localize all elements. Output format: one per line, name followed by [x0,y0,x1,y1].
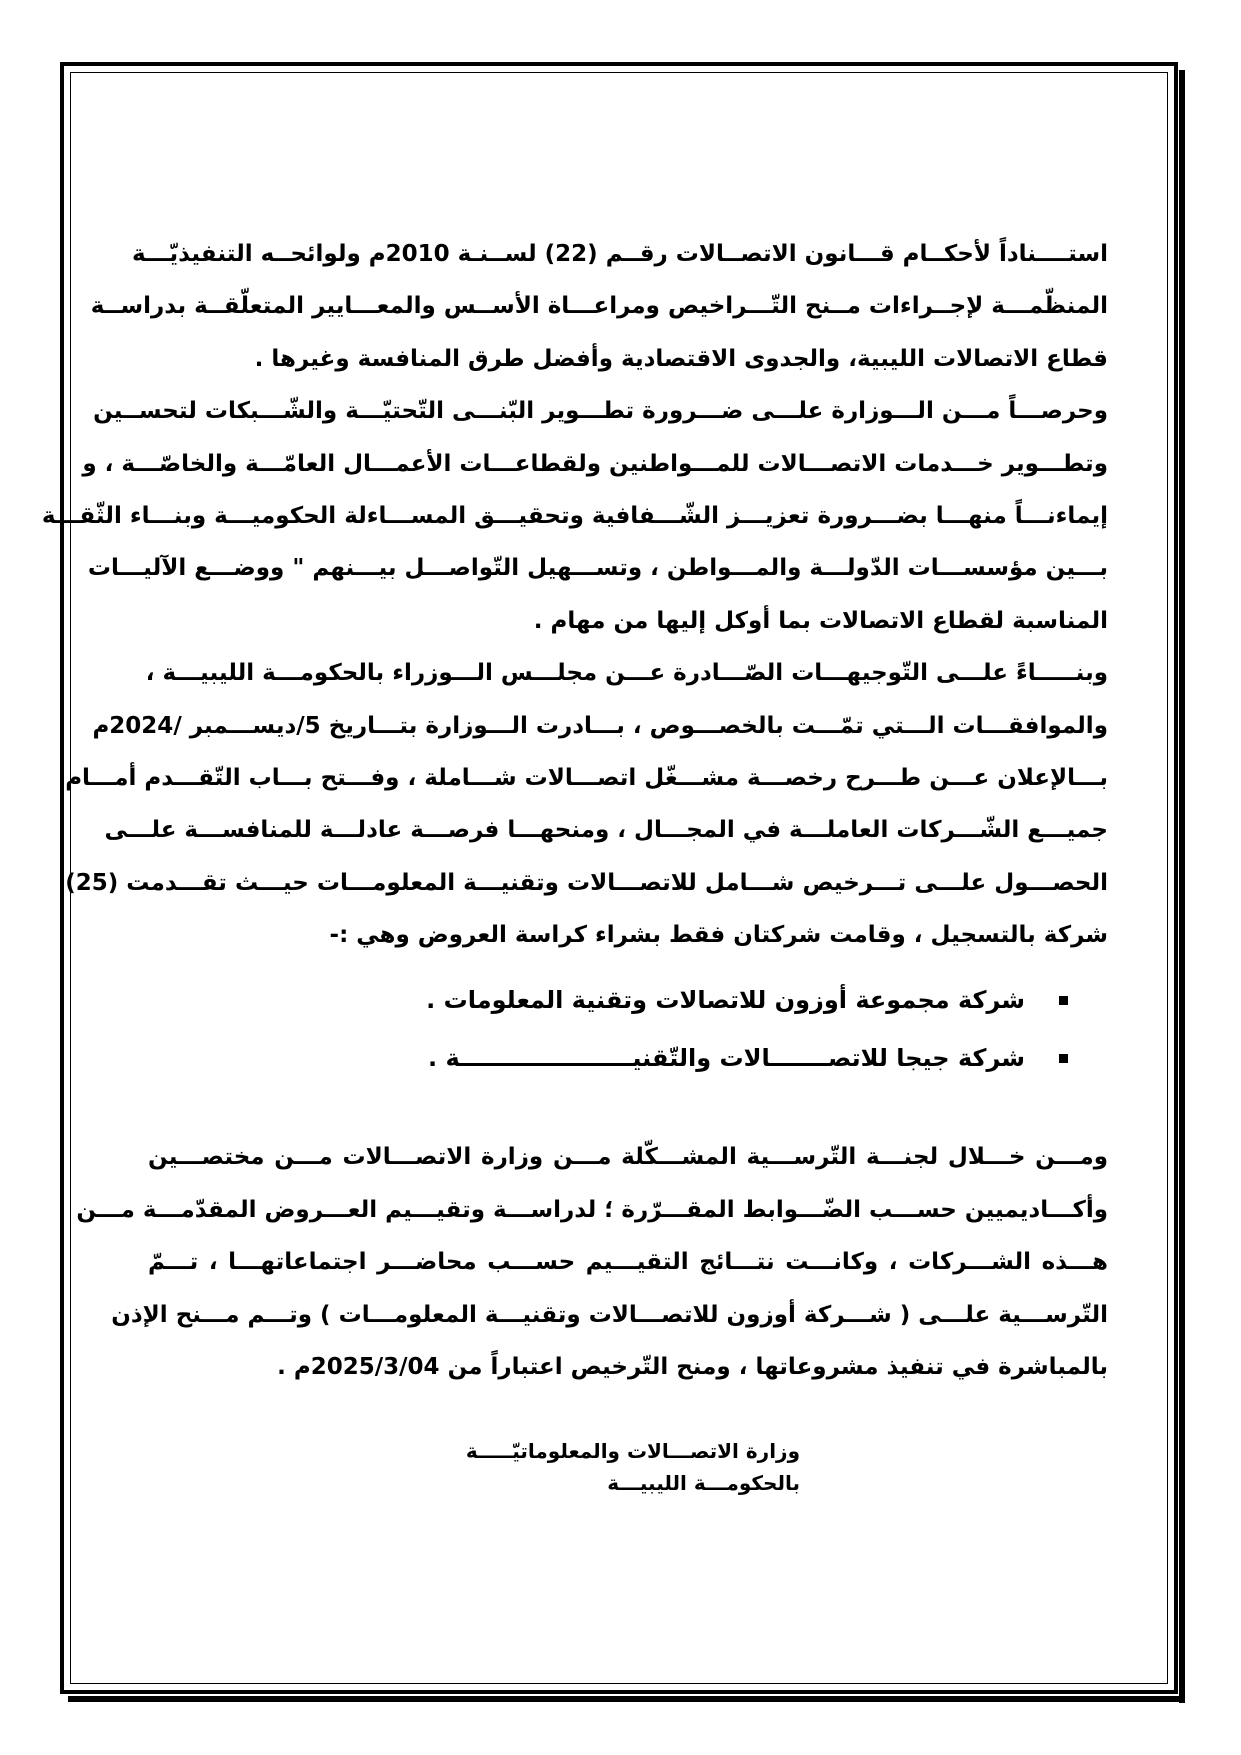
text-line: استــــناداً لأحكــام قـــانون الاتصــالات رقــم (22) لســنـة 2010م ولوائحــه التنفيذيّـــة [131,241,1108,267]
text-line: بالمباشرة في تنفيذ مشروعاتها ، ومنح التّرخيص اعتباراً من 2025/3/04م . [277,1354,1108,1381]
text-line: الحصـــول علـــى تـــرخيص شـــامل للاتصـــالات وتقنيـــة المعلومـــات حيـــث تقـــدمت (25) [65,869,1108,896]
paragraph-award-decision [76,1131,1108,1393]
bidder-name: شركة جيجا للاتصـــــــالات والتّقنيـــــــــــــــــــــة . [428,1044,1025,1073]
text-line: المنظّمـــة لإجــراءات مــنح التّـــراخيص ومراعـــاة الأســس والمعـــايير المتعلّقــة بدراســة [90,293,1108,320]
text-line: والموافقـــات الـــتي تمّـــت بالخصـــوص ، بـــادرت الـــوزارة بتـــاريخ 5/ديســـمبر /2024م [92,712,1108,739]
text-line: التّرســـية علـــى ( شـــركة أوزون للاتصـــالات وتقنيـــة المعلومـــات ) وتـــم مـــنح الإذن [111,1301,1108,1328]
text-line: إيماءنـــاً منهـــا بضـــرورة تعزيـــز الشّـــفافية وتحقيـــق المســـاءلة الحكوميـــة وبنـــاء الثّقـــة [41,502,1108,529]
square-bullet-icon [1059,1054,1068,1063]
page-border-shadow-right [1179,70,1185,1703]
text-line: المناسبة لقطاع الاتصالات بما أوكل إليها من مهام . [533,607,1108,634]
paragraph-legal-basis [90,228,1108,385]
text-line: وبنـــــاءً علـــى التّوجيهـــات الصّـــادرة عـــن مجلـــس الـــوزراء بالحكومـــة الليبيـــة ، [145,660,1108,687]
text-line: وأكـــاديميين حســـب الضّـــوابط المقـــرّرة ؛ لدراســـة وتقيـــيم العـــروض المقدّمـــة مـــن [76,1196,1108,1223]
text-line: بـــين مؤسســـات الدّولـــة والمـــواطن ، وتســـهيل التّواصـــل بيـــنهم " ووضـــع الآليـــات [87,555,1108,582]
text-line: ومـــن خـــلال لجنـــة التّرســـية المشـــكّلة مـــن وزارة الاتصـــالات مـــن مختصـــين [148,1144,1108,1171]
text-line: بـــالإعلان عـــن طـــرح رخصـــة مشـــغّل اتصـــالات شـــاملة ، وفـــتح بـــاب التّقـــدم أمـــام [65,764,1108,791]
text-line: شركة بالتسجيل ، وقامت شركتان فقط بشراء كراسة العروض وهي :- [329,922,1108,949]
page-border-shadow-bottom [68,1696,1185,1702]
signature-government: بالحكومـــة الليبيـــة [607,1471,800,1495]
signature-ministry: وزارة الاتصـــالات والمعلوماتيّـــــة [465,1439,800,1463]
document-body [41,228,1108,1393]
text-line: وتطـــوير خـــدمات الاتصـــالات للمـــواطنين ولقطاعـــات الأعمـــال العامّـــة والخاصّـــة ، و [82,450,1108,477]
text-line: وحرصـــاً مـــن الـــوزارة علـــى ضـــرورة تطـــوير البّنـــى التّحتيّـــة والشّـــبكات لتحســين [93,398,1108,425]
signature-block [430,1435,800,1499]
text-line: هـــذه الشـــركات ، وكانـــت نتـــائج التقيـــيم حســـب محاضـــر اجتماعاتهـــا ، تـــمّ [148,1249,1108,1276]
list-item [148,1029,1108,1087]
text-line: جميـــع الشّـــركات العاملـــة في المجـــال ، ومنحهـــا فرصـــة عادلـــة للمنافســـة علـــى [104,817,1108,844]
list-item [148,971,1108,1029]
paragraph-ministry-commitment [41,385,1108,647]
bidder-name: شركة مجموعة أوزون للاتصالات وتقنية المعلومات . [426,986,1025,1015]
paragraph-license-announcement [65,647,1108,961]
bidders-list [148,971,1108,1087]
square-bullet-icon [1059,996,1068,1005]
text-line: قطاع الاتصالات الليبية، والجدوى الاقتصادية وأفضل طرق المنافسة وغيرها . [254,345,1108,372]
